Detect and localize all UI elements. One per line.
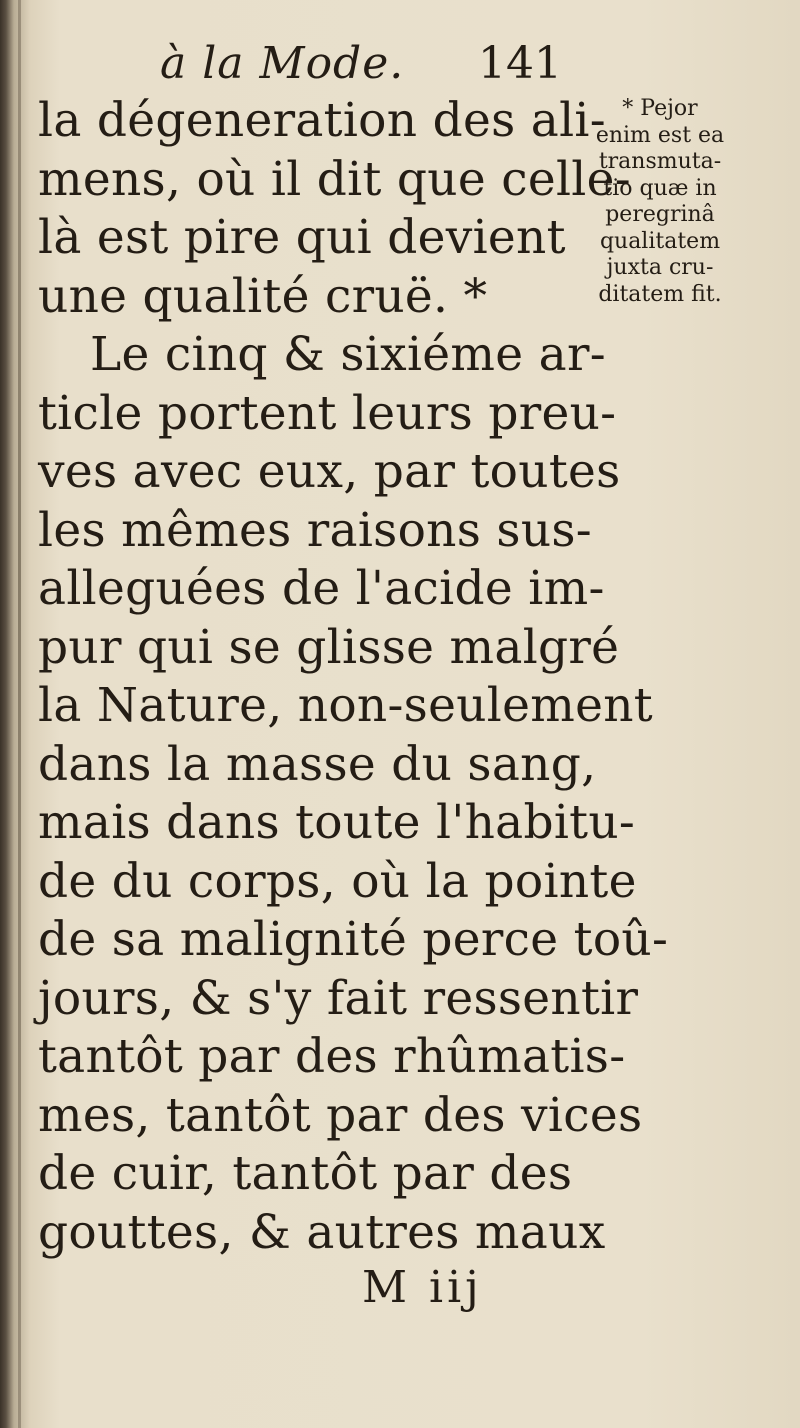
text-line: pur qui se glisse malgré — [38, 619, 620, 675]
text-line: mais dans toute l'habitu- — [38, 795, 636, 850]
margin-note — [560, 96, 760, 308]
text-line: la dégeneration des ali- — [38, 93, 606, 148]
margin-note-line: juxta cru- — [606, 255, 714, 280]
text-line: ves avec eux, par toutes — [38, 444, 621, 499]
text-line: dans la masse du sang, — [38, 736, 597, 792]
text-line: mes, tantôt par des vices — [38, 1087, 643, 1143]
margin-note-line: tio quæ in — [603, 175, 717, 201]
text-line: ticle portent leurs preu- — [38, 385, 617, 441]
text-line: jours, & s'y fait ressentir — [38, 970, 639, 1026]
binding-gutter — [18, 0, 21, 1428]
margin-note-line: * Pejor — [622, 96, 698, 121]
margin-note-line: transmuta- — [598, 149, 722, 174]
margin-note-line: qualitatem — [599, 228, 721, 254]
text-line: de cuir, tantôt par des — [38, 1146, 573, 1201]
margin-note-line: ditatem fit. — [598, 281, 722, 307]
margin-note-line: enim est ea — [595, 122, 725, 148]
text-line: là est pire qui devient — [38, 210, 566, 265]
signature-mark: M iij — [362, 1262, 483, 1313]
running-head: à la Mode. — [160, 38, 405, 89]
text-line: une qualité cruë. * — [38, 268, 488, 324]
text-line: alleguées de l'acide im- — [38, 561, 605, 616]
text-line: Le cinq & sixiéme ar- — [90, 327, 606, 382]
text-line: tantôt par des rhûmatis- — [38, 1029, 626, 1084]
text-line: gouttes, & autres maux — [38, 1204, 606, 1260]
text-line: la Nature, non-seulement — [38, 678, 653, 733]
text-line: mens, où il dit que celle- — [38, 151, 631, 207]
text-line: de du corps, où la pointe — [38, 853, 637, 909]
page-number: 141 — [478, 38, 562, 89]
text-line: de sa malignité perce toû- — [38, 912, 669, 967]
text-line: les mêmes raisons sus- — [38, 502, 592, 558]
margin-note-line: peregrinâ — [605, 202, 715, 227]
